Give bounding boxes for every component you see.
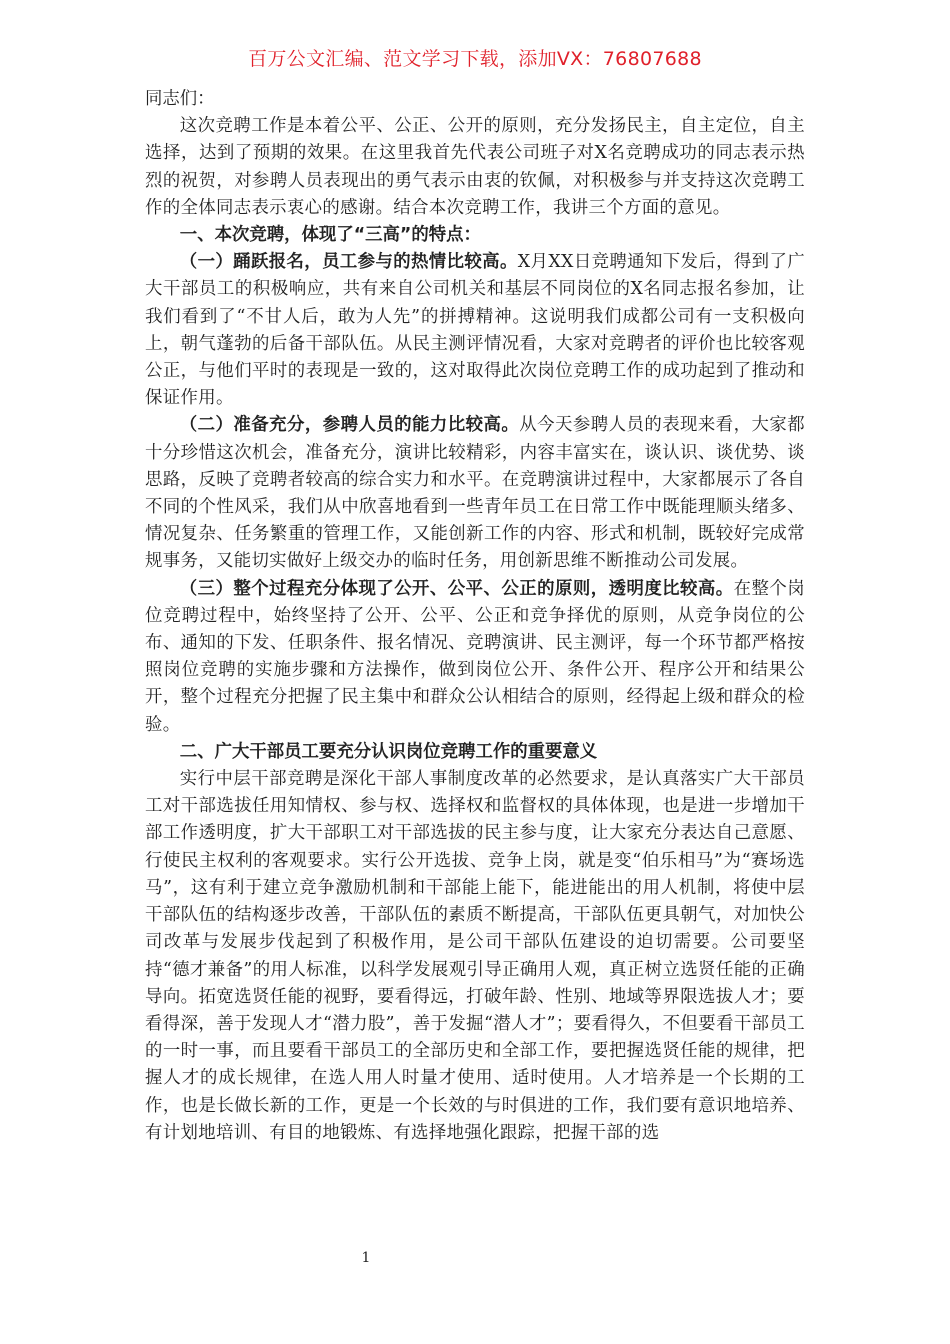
section-1-heading: 一、本次竞聘，体现了“三高”的特点： [179,225,481,246]
section-1-item-1 [145,249,805,412]
section-2-heading: 二、广大干部员工要充分认识岗位竞聘工作的重要意义 [179,741,598,762]
item-1-lead: （一）踊跃报名，员工参与的热情比较高。 [179,252,518,273]
item-2-text: 从今天参聘人员的表现来看，大家都十分珍惜这次机会，准备充分，演讲比较精彩，内容丰富实在，谈认识、谈优势、谈思路，反映了竞聘者较高的综合实力和水平。在竞聘演讲过程中，大家都展示了各自不同的个性风采，我们从中欣喜地看到一些青年员工在日常工作中既能理顺头绪多、情况复杂、任务繁重的管理工作，又能创新工作的内容、形式和机制，既较好完成常规事务，又能切实做好上级交办的临时任务，用创新思维不断推动公司发展。 [145,415,805,572]
intro-paragraph: 这次竞聘工作是本着公平、公正、公开的原则，充分发扬民主，自主定位，自主选择，达到了预期的效果。在这里我首先代表公司班子对X名竞聘成功的同志表示热烈的祝贺，对参聘人员表现出的勇气表示由衷的钦佩，对积极参与并支持这次竞聘工作的全体同志表示衷心的感谢。结合本次竞聘工作，我讲三个方面的意见。 [145,116,805,218]
salutation: 同志们： [145,89,215,109]
item-3-lead: （三）整个过程充分体现了公开、公平、公正的原则，透明度比较高。 [179,578,734,599]
page-number: 1 [361,1250,371,1266]
watermark-banner: 百万公文汇编、范文学习下载，添加VX：76807688 [248,48,702,70]
section-2-paragraph: 实行中层干部竞聘是深化干部人事制度改革的必然要求，是认真落实广大干部员工对干部选拔任用知情权、参与权、选择权和监督权的具体体现，也是进一步增加干部工作透明度，扩大干部职工对干部选拔的民主参与度，让大家充分表达自己意愿、行使民主权利的客观要求。实行公开选拔、竞争上岗，就是变“伯乐相马”为“赛场选马”，这有利于建立竞争激励机制和干部能上能下，能进能出的用人机制，将使中层干部队伍的结构逐步改善，干部队伍的素质不断提高，干部队伍更具朝气，对加快公司改革与发展步伐起到了积极作用，是公司干部队伍建设的迫切需要。公司要坚持“德才兼备”的用人标准，以科学发展观引导正确用人观，真正树立选贤任能的正确导向。拓宽选贤任能的视野，要看得远，打破年龄、性别、地域等界限选拔人才；要看得深，善于发现人才“潜力股”，善于发掘“潜人才”；要看得久，不但要看干部员工的一时一事，而且要看干部员工的全部历史和全部工作，要把握选贤任能的规律，把握人才的成长规律，在选人用人时量才使用、适时使用。人才培养是一个长期的工作，也是长做长新的工作，更是一个长效的与时俱进的工作，我们要有意识地培养、有计划地培训、有目的地锻炼、有选择地强化跟踪，把握干部的选 [145,769,805,1143]
document-body [145,86,805,1147]
item-3-text: 在整个岗位竞聘过程中，始终坚持了公开、公平、公正和竞争择优的原则，从竞争岗位的公布、通知的下发、任职条件、报名情况、竞聘演讲、民主测评，每一个环节都严格按照岗位竞聘的实施步骤和方法操作，做到岗位公开、条件公开、程序公开和结果公开，整个过程充分把握了民主集中和群众公认相结合的原则，经得起上级和群众的检验。 [145,578,805,735]
item-2-lead: （二）准备充分，参聘人员的能力比较高。 [179,415,520,436]
section-1-item-2 [145,412,805,575]
section-1-item-3 [145,576,805,739]
item-1-text: X月XX日竞聘通知下发后，得到了广大干部员工的积极响应，共有来自公司机关和基层不同岗位的X名同志报名参加，让我们看到了“不甘人后，敢为人先”的拼搏精神。这说明我们成都公司有一支积极向上，朝气蓬勃的后备干部队伍。从民主测评情况看，大家对竞聘者的评价也比较客观公正，与他们平时的表现是一致的，这对取得此次岗位竞聘工作的成功起到了推动和保证作用。 [145,252,806,409]
